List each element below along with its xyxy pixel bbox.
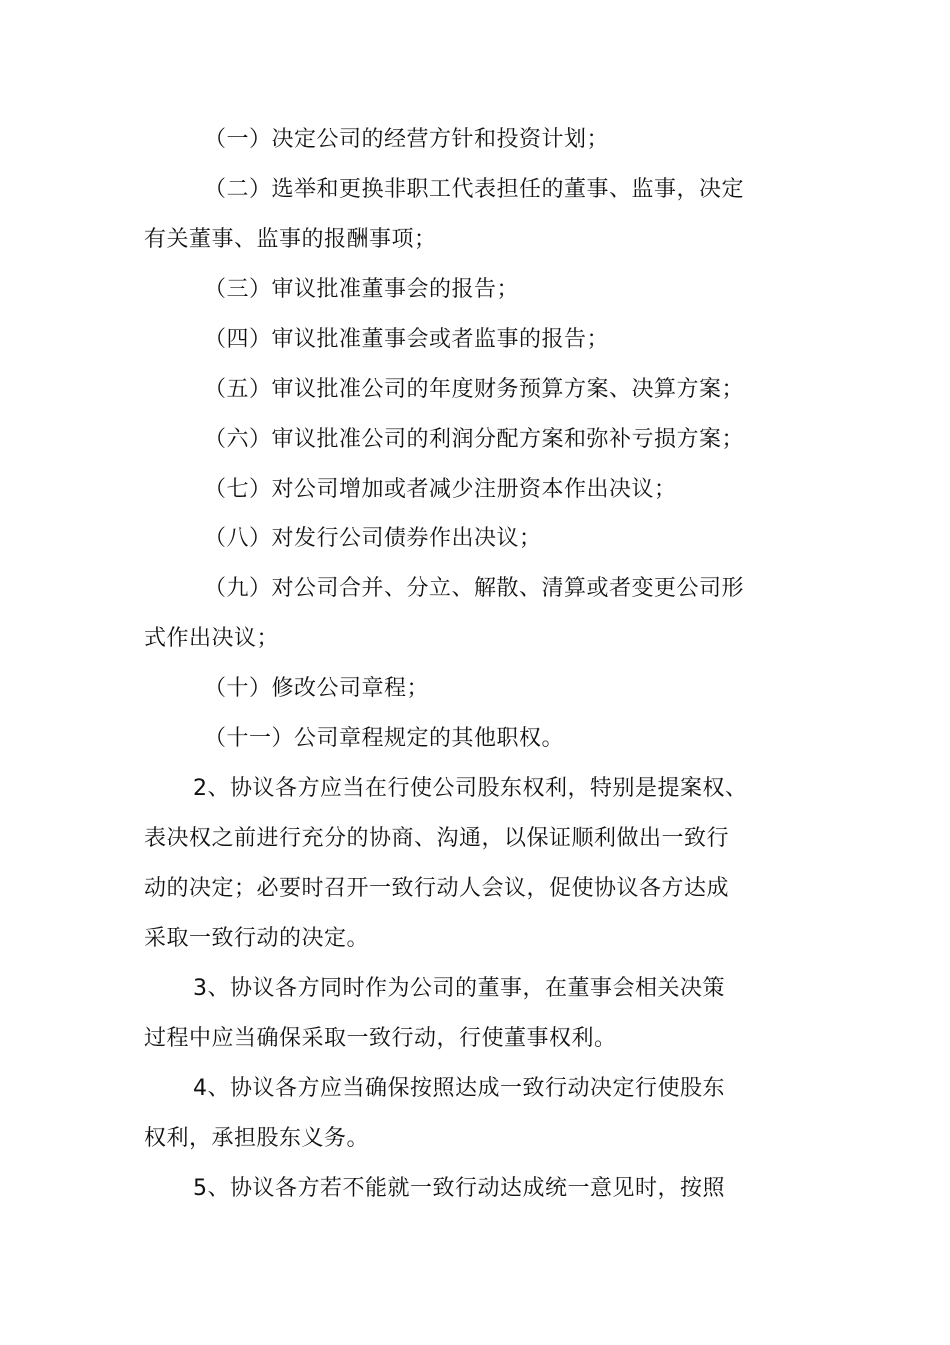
clause-3-line-1: 3、协议各方同时作为公司的董事，在董事会相关决策 xyxy=(193,976,725,1001)
list-item-2-line-1: （二）选举和更换非职工代表担任的董事、监事，决定 xyxy=(204,177,745,202)
list-item-6: （六）审议批准公司的利润分配方案和弥补亏损方案； xyxy=(204,427,745,452)
clause-4-line-1: 4、协议各方应当确保按照达成一致行动决定行使股东 xyxy=(193,1076,725,1101)
list-item-5: （五）审议批准公司的年度财务预算方案、决算方案； xyxy=(204,377,745,402)
list-item-1: （一）决定公司的经营方针和投资计划； xyxy=(204,127,610,152)
list-item-3: （三）审议批准董事会的报告； xyxy=(204,277,520,302)
list-item-4: （四）审议批准董事会或者监事的报告； xyxy=(204,327,610,352)
clause-2-line-1: 2、协议各方应当在行使公司股东权利，特别是提案权、 xyxy=(193,776,748,801)
list-item-9-line-1: （九）对公司合并、分立、解散、清算或者变更公司形 xyxy=(204,576,745,601)
list-item-8: （八）对发行公司债券作出决议； xyxy=(204,526,542,551)
list-item-7: （七）对公司增加或者减少注册资本作出决议； xyxy=(204,477,677,502)
clause-2-line-2: 表决权之前进行充分的协商、沟通，以保证顺利做出一致行 xyxy=(144,826,730,851)
clause-5-line-1: 5、协议各方若不能就一致行动达成统一意见时，按照 xyxy=(193,1176,725,1201)
clause-3-line-2: 过程中应当确保采取一致行动，行使董事权利。 xyxy=(144,1026,617,1051)
list-item-2-line-2: 有关董事、监事的报酬事项； xyxy=(144,227,437,252)
list-item-11: （十一）公司章程规定的其他职权。 xyxy=(204,726,565,751)
clause-2-line-4: 采取一致行动的决定。 xyxy=(144,926,370,951)
clause-2-line-3: 动的决定；必要时召开一致行动人会议，促使协议各方达成 xyxy=(144,876,730,901)
list-item-10: （十）修改公司章程； xyxy=(204,676,430,701)
list-item-9-line-2: 式作出决议； xyxy=(144,626,280,651)
clause-4-line-2: 权利，承担股东义务。 xyxy=(144,1126,370,1151)
